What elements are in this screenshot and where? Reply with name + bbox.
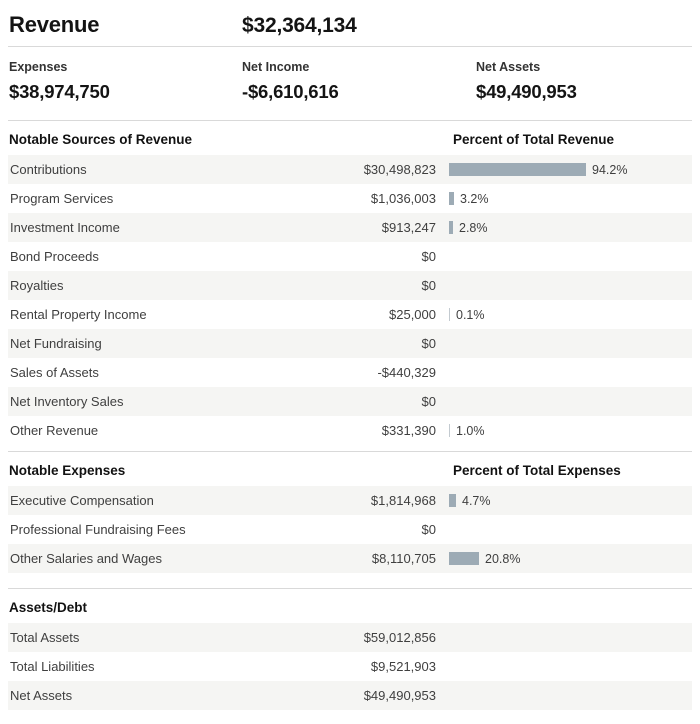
row-label: Other Revenue bbox=[10, 423, 99, 438]
section-header-row bbox=[8, 121, 692, 155]
percent-label: 0.1% bbox=[456, 307, 485, 322]
row-value: $8,110,705 bbox=[371, 551, 436, 566]
table-row bbox=[8, 681, 692, 710]
stat-expenses bbox=[9, 60, 242, 103]
row-percent-cell bbox=[449, 486, 692, 515]
percent-bar bbox=[449, 308, 450, 321]
stat-value: $49,490,953 bbox=[476, 81, 577, 102]
percent-label: 4.7% bbox=[462, 493, 491, 508]
row-value: $331,390 bbox=[381, 423, 436, 438]
row-value: $25,000 bbox=[389, 307, 436, 322]
percent-label: 3.2% bbox=[460, 191, 489, 206]
section-header-label: Notable Sources of Revenue bbox=[9, 132, 193, 147]
row-value: $0 bbox=[421, 336, 436, 351]
stat-label: Net Assets bbox=[476, 60, 541, 74]
row-label: Contributions bbox=[10, 162, 87, 177]
table-row bbox=[8, 300, 692, 329]
row-percent-cell bbox=[449, 300, 692, 329]
table-row bbox=[8, 544, 692, 573]
row-label: Sales of Assets bbox=[10, 365, 99, 380]
row-value: $49,490,953 bbox=[363, 688, 436, 703]
row-percent-cell bbox=[449, 155, 692, 184]
row-label: Other Salaries and Wages bbox=[10, 551, 162, 566]
table-row bbox=[8, 416, 692, 445]
row-percent-cell bbox=[449, 652, 692, 681]
row-value: $913,247 bbox=[381, 220, 436, 235]
stat-net-assets bbox=[473, 60, 692, 103]
row-label: Program Services bbox=[10, 191, 114, 206]
row-label: Net Inventory Sales bbox=[10, 394, 124, 409]
table-row bbox=[8, 184, 692, 213]
row-value: $30,498,823 bbox=[363, 162, 436, 177]
summary-stats-row bbox=[8, 47, 692, 120]
row-label: Bond Proceeds bbox=[10, 249, 99, 264]
row-value: $1,036,003 bbox=[370, 191, 436, 206]
table-row bbox=[8, 652, 692, 681]
row-label: Total Liabilities bbox=[10, 659, 95, 674]
row-value: $1,814,968 bbox=[370, 493, 436, 508]
row-percent-cell bbox=[449, 213, 692, 242]
stat-label: Expenses bbox=[9, 60, 68, 74]
stat-value: $38,974,750 bbox=[9, 81, 110, 102]
percent-bar bbox=[449, 494, 456, 507]
row-percent-cell bbox=[449, 515, 692, 544]
table-row bbox=[8, 329, 692, 358]
section-header-row bbox=[8, 452, 692, 486]
row-value: $0 bbox=[421, 394, 436, 409]
table-sections bbox=[8, 120, 692, 710]
section-gap bbox=[8, 573, 692, 588]
row-percent-cell bbox=[449, 242, 692, 271]
table-row bbox=[8, 213, 692, 242]
row-label: Investment Income bbox=[10, 220, 120, 235]
row-percent-cell bbox=[449, 681, 692, 710]
page-title: Revenue bbox=[9, 12, 100, 37]
row-value: $0 bbox=[421, 522, 436, 537]
row-percent-cell bbox=[449, 416, 692, 445]
table-row bbox=[8, 486, 692, 515]
percent-header-label: Percent of Total Expenses bbox=[453, 463, 621, 478]
table-row bbox=[8, 155, 692, 184]
table-row bbox=[8, 623, 692, 652]
row-label: Royalties bbox=[10, 278, 64, 293]
row-value: -$440,329 bbox=[377, 365, 436, 380]
percent-bar bbox=[449, 192, 454, 205]
row-value: $9,521,903 bbox=[370, 659, 436, 674]
percent-label: 20.8% bbox=[485, 551, 521, 566]
percent-header-label: Percent of Total Revenue bbox=[453, 132, 615, 147]
row-label: Professional Fundraising Fees bbox=[10, 522, 186, 537]
row-value: $0 bbox=[421, 278, 436, 293]
row-label: Net Fundraising bbox=[10, 336, 102, 351]
percent-label: 1.0% bbox=[456, 423, 485, 438]
row-percent-cell bbox=[449, 184, 692, 213]
stat-net-income bbox=[242, 60, 473, 103]
table-row bbox=[8, 242, 692, 271]
table-row bbox=[8, 358, 692, 387]
percent-label: 2.8% bbox=[459, 220, 488, 235]
row-label: Total Assets bbox=[10, 630, 80, 645]
section-header-label: Assets/Debt bbox=[9, 600, 88, 615]
row-label: Rental Property Income bbox=[10, 307, 147, 322]
row-label: Net Assets bbox=[10, 688, 73, 703]
revenue-total-value: $32,364,134 bbox=[242, 14, 357, 37]
row-percent-cell bbox=[449, 387, 692, 416]
percent-bar bbox=[449, 163, 586, 176]
percent-bar bbox=[449, 552, 479, 565]
section-header-label: Notable Expenses bbox=[9, 463, 126, 478]
row-percent-cell bbox=[449, 358, 692, 387]
row-percent-cell bbox=[449, 329, 692, 358]
revenue-title-row bbox=[8, 0, 692, 46]
row-percent-cell bbox=[449, 623, 692, 652]
table-row bbox=[8, 271, 692, 300]
table-row bbox=[8, 515, 692, 544]
percent-label: 94.2% bbox=[592, 162, 628, 177]
section-header-row bbox=[8, 589, 692, 623]
row-label: Executive Compensation bbox=[10, 493, 154, 508]
table-row bbox=[8, 387, 692, 416]
stat-value: -$6,610,616 bbox=[242, 81, 339, 102]
percent-bar bbox=[449, 424, 450, 437]
row-value: $59,012,856 bbox=[363, 630, 436, 645]
percent-bar bbox=[449, 221, 453, 234]
stat-label: Net Income bbox=[242, 60, 310, 74]
row-percent-cell bbox=[449, 271, 692, 300]
row-value: $0 bbox=[421, 249, 436, 264]
row-percent-cell bbox=[449, 544, 692, 573]
